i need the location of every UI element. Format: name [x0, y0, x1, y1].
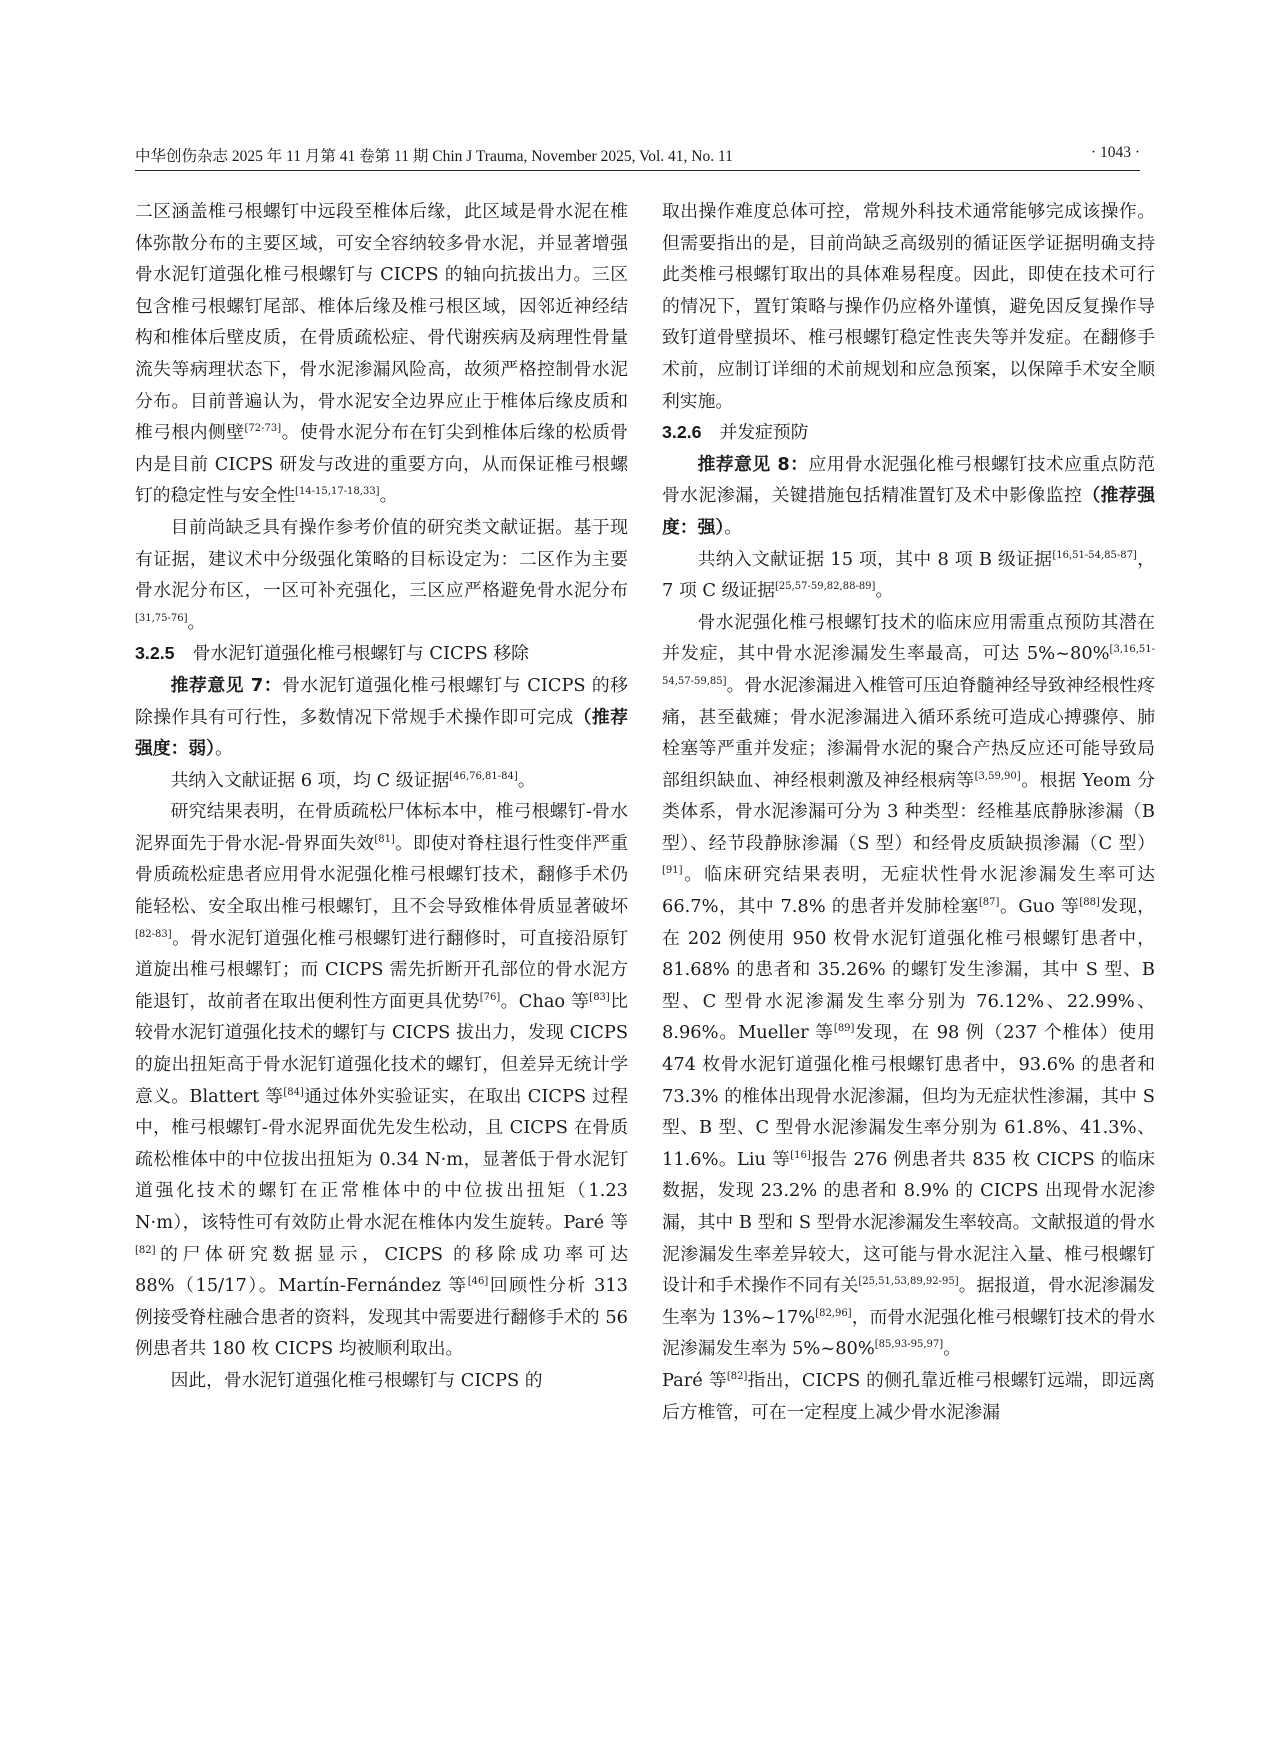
citation: [82-83] [135, 928, 172, 940]
citation: [46] [467, 1276, 489, 1288]
paragraph-cement-leakage: 骨水泥强化椎弓根螺钉技术的临床应用需重点预防其潜在并发症，其中骨水泥渗漏发生率最高，可达 5%~80%[3,16,51-54,57-59,85]。骨水泥渗漏进入椎管可压迫脊髓神经导致神经根性疼痛，甚至截瘫；骨水泥渗漏进入循环系统可造成心搏骤停、肺栓塞等严重并发症；渗漏骨水泥的聚合产热反应还可能导致局部组织缺血、神经根刺激及神经根病等[3,59,90]。根据 Yeom 分类体系，骨水泥渗漏可分为 3 种类型：经椎基底静脉渗漏（B 型）、经节段静脉渗漏（S 型）和经骨皮质缺损渗漏（C 型）[91]。临床研究结果表明，无症状性骨水泥渗漏发生率可达 66.7%，其中 7.8% 的患者并发肺栓塞[87]。Guo 等[88]发现，在 202 例使用 950 枚骨水泥钉道强化椎弓根螺钉患者中，81.68% 的患者和 35.26% 的螺钉发生渗漏，其中 S 型、B 型、C 型骨水泥渗漏发生率分别为 76.12%、22.99%、8.96%。Mueller 等[89]发现，在 98 例（237 个椎体）使用 474 枚骨水泥钉道强化椎弓根螺钉患者中，93.6% 的患者和 73.3% 的椎体出现骨水泥渗漏，但均为无症状性渗漏，其中 S 型、B 型、C 型骨水泥渗漏发生率分别为 61.8%、41.3%、11.6%。Liu 等[16]报告 276 例患者共 835 枚 CICPS 的临床数据，发现 23.2% 的患者和 8.9% 的 CICPS 出现骨水泥渗漏，其中 B 型和 S 型骨水泥渗漏发生率较高。文献报道的骨水泥渗漏发生率差异较大，这可能与骨水泥注入量、椎弓根螺钉设计和手术操作不同有关[25,51,53,89,92-95]。据报道，骨水泥渗漏发生率为 13%~17%[82,96]，而骨水泥强化椎弓根螺钉技术的骨水泥渗漏发生率为 5%~80%[85,93-95,97]。 [662, 611, 1155, 1360]
citation: [72-73] [244, 423, 282, 435]
citation: [3,59,90] [974, 770, 1021, 782]
citation: [82] [135, 1244, 156, 1256]
paragraph-grading-strategy: 目前尚缺乏具有操作参考价值的研究类文献证据。基于现有证据，建议术中分级强化策略的目标设定为：二区作为主要骨水泥分布区，一区可补充强化，三区应严格避免骨水泥分布[31,75-76]。 [135, 516, 628, 633]
page-number: · 1043 · [1090, 144, 1140, 161]
right-column [662, 196, 1155, 1666]
citation: [76] [479, 991, 501, 1003]
running-header [135, 140, 1140, 172]
citation: [83] [589, 991, 610, 1003]
citation: [89] [833, 1023, 855, 1035]
citation: [25,57-59,82,88-89] [775, 581, 876, 593]
citation: [82,96] [815, 1307, 852, 1319]
citation: [14-15,17-18,33] [295, 486, 380, 498]
paragraph-conclusion-continued: 取出操作难度总体可控，常规外科技术通常能够完成该操作。但需要指出的是，目前尚缺乏高级别的循证医学证据明确支持此类椎弓根螺钉取出的具体难易程度。因此，即使在技术可行的情况下，置钉策略与操作仍应格外谨慎，避免因反复操作导致钉道骨壁损坏、椎弓根螺钉稳定性丧失等并发症。在翻修手术前，应制订详细的术前规划和应急预案，以保障手术安全顺利实施。 [662, 201, 1155, 412]
citation: [84] [283, 1086, 304, 1098]
citation: [3,16,51-54,57-59,85] [662, 644, 1155, 687]
citation: [16] [790, 1149, 811, 1161]
recommendation-8: 推荐意见 8：应用骨水泥强化椎弓根螺钉技术应重点防范骨水泥渗漏，关键措施包括精准置钉及术中影像监控（推荐强度：强）。 [662, 453, 1155, 538]
header-rule [135, 170, 1140, 171]
evidence-count-7: 共纳入文献证据 6 项，均 C 级证据[46,76,81-84]。 [170, 769, 536, 791]
citation: [25,51,53,89,92-95] [858, 1276, 959, 1288]
recommendation-7: 推荐意见 7：骨水泥钉道强化椎弓根螺钉与 CICPS 的移除操作具有可行性，多数情况下常规手术操作即可完成（推荐强度：弱）。 [135, 674, 628, 760]
citation: [88] [1079, 897, 1100, 909]
paragraph-zone-distribution: 二区涵盖椎弓根螺钉中远段至椎体后缘，此区域是骨水泥在椎体弥散分布的主要区域，可安全容纳较多骨水泥，并显著增强骨水泥钉道强化椎弓根螺钉与 CICPS 的轴向抗拔出力。三区包含椎弓根螺钉尾部、椎体后缘及椎弓根区域，因邻近神经结构和椎体后壁皮质，在骨质疏松症、骨代谢疾病及病理性骨量流失等病理状态下，骨水泥渗漏风险高，故须严格控制骨水泥分布。目前普遍认为，骨水泥安全边界应止于椎体后缘皮质和椎弓根内侧壁[72-73]。使骨水泥分布在钉尖到椎体后缘的松质骨内是目前 CICPS 研发与改进的重要方向，从而保证椎弓根螺钉的稳定性与安全性[14-15,17-18,33]。 [135, 201, 628, 507]
evidence-count-8: 共纳入文献证据 15 项，其中 8 项 B 级证据[16,51-54,85-87]，7 项 C 级证据[25,57-59,82,88-89]。 [662, 548, 1155, 602]
citation: [82] [726, 1370, 748, 1382]
citation: [91] [662, 865, 683, 877]
citation: [31,75-76] [135, 612, 188, 624]
citation: [81] [374, 833, 395, 845]
citation: [46,76,81-84] [449, 770, 518, 782]
paragraph-conclusion-start: 因此，骨水泥钉道强化椎弓根螺钉与 CICPS 的 [170, 1369, 543, 1391]
citation: [16,51-54,85-87] [1052, 549, 1137, 561]
citation: [85,93-95,97] [874, 1339, 944, 1351]
section-heading-3-2-6: 3.2.6 并发症预防 [662, 422, 809, 444]
section-heading-3-2-5: 3.2.5 骨水泥钉道强化椎弓根螺钉与 CICPS 移除 [135, 643, 529, 665]
left-column [135, 196, 628, 1666]
citation: [87] [978, 897, 1000, 909]
paragraph-pare-continued: Paré 等[82]指出，CICPS 的侧孔靠近椎弓根螺钉远端，即远离后方椎管，可在一定程度上减少骨水泥渗漏 [662, 1369, 1155, 1423]
journal-citation-line: 中华创伤杂志 2025 年 11 月第 41 卷第 11 期 Chin J Trauma, November 2025, Vol. 41, No. 11 [135, 148, 733, 165]
paragraph-removal-research: 研究结果表明，在骨质疏松尸体标本中，椎弓根螺钉-骨水泥界面先于骨水泥-骨界面失效[81]。即使对脊柱退行性变伴严重骨质疏松症患者应用骨水泥强化椎弓根螺钉技术，翻修手术仍能轻松、安全取出椎弓根螺钉，且不会导致椎体骨质显著破坏[82-83]。骨水泥钉道强化椎弓根螺钉进行翻修时，可直接沿原钉道旋出椎弓根螺钉；而 CICPS 需先折断开孔部位的骨水泥方能退钉，故前者在取出便利性方面更具优势[76]。Chao 等[83]比较骨水泥钉道强化技术的螺钉与 CICPS 拔出力，发现 CICPS 的旋出扭矩高于骨水泥钉道强化技术的螺钉，但差异无统计学意义。Blattert 等[84]通过体外实验证实，在取出 CICPS 过程中，椎弓根螺钉-骨水泥界面优先发生松动，且 CICPS 在骨质疏松椎体中的中位拔出扭矩为 0.34 N·m，显著低于骨水泥钉道强化技术的螺钉在正常椎体中的中位拔出扭矩（1.23 N·m），该特性可有效防止骨水泥在椎体内发生旋转。Paré 等[82]的尸体研究数据显示，CICPS 的移除成功率可达 88%（15/17）。Martín-Fernández 等[46]回顾性分析 313 例接受脊柱融合患者的资料，发现其中需要进行翻修手术的 56 例患者共 180 枚 CICPS 均被顺利取出。 [135, 801, 628, 1360]
